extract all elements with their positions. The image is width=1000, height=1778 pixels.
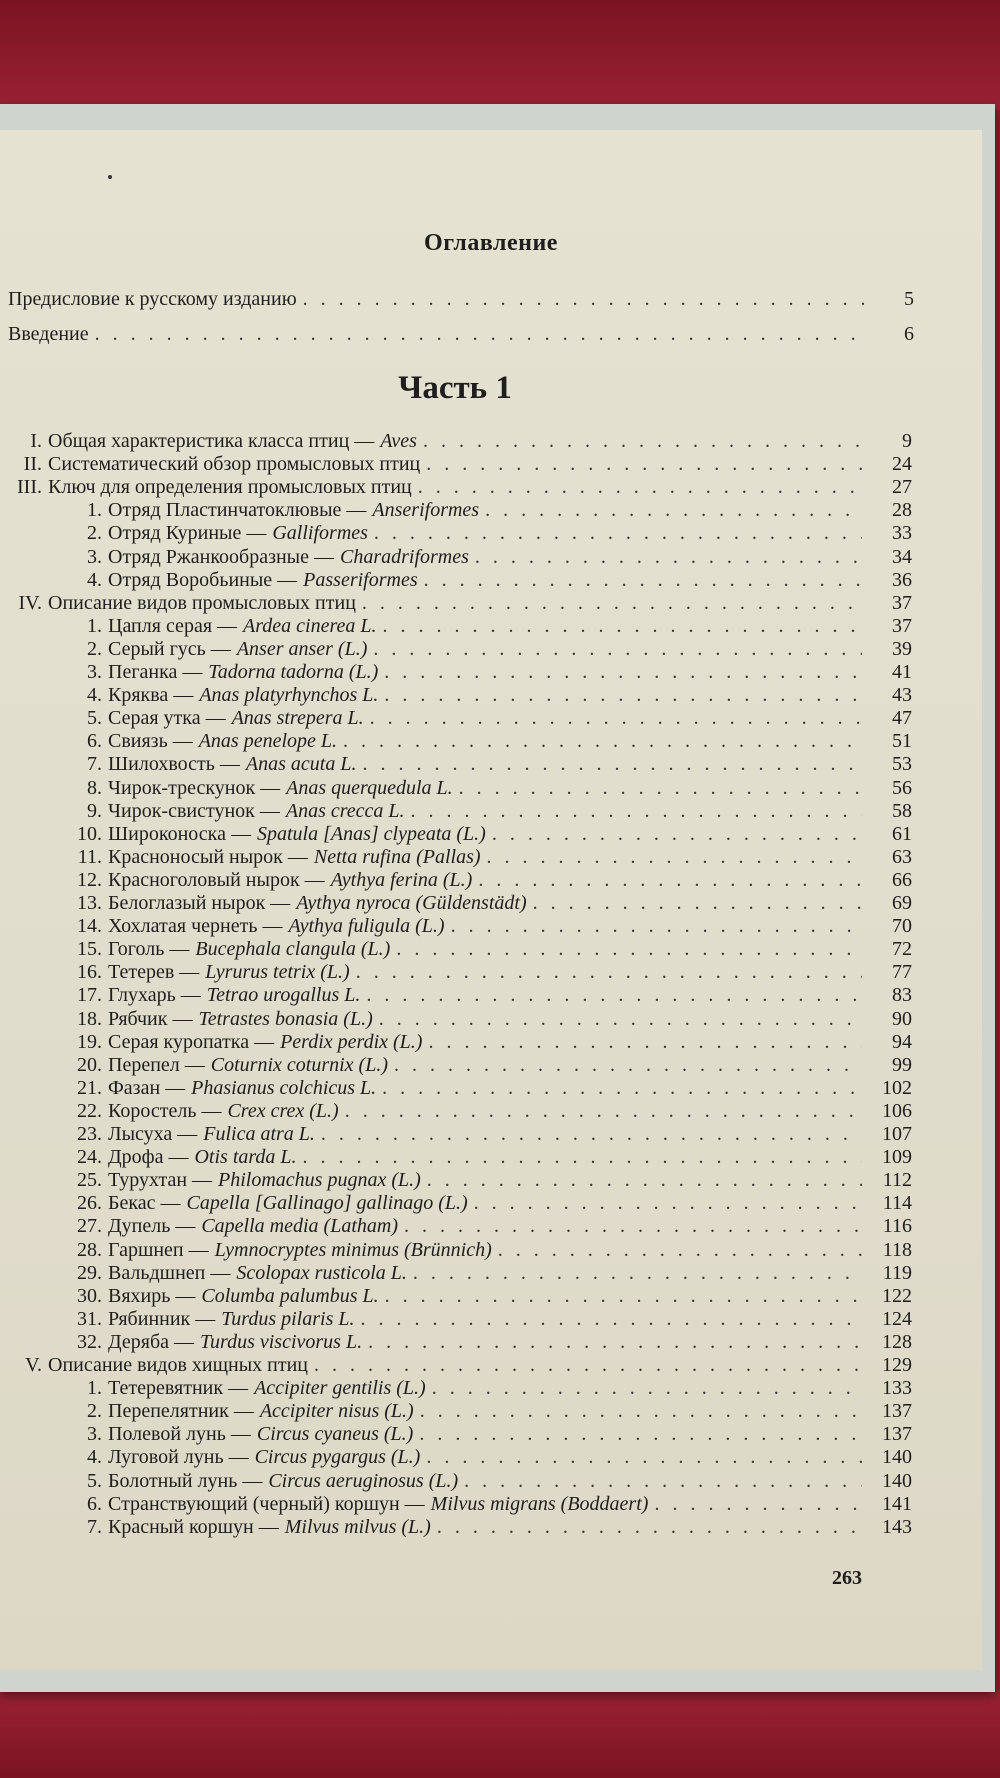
entry-title: Хохлатая чернеть — (108, 915, 283, 938)
entry-number: 7. (87, 1515, 102, 1538)
entry-number: 22. (77, 1099, 102, 1122)
toc-entry (8, 323, 914, 346)
toc-entry (62, 915, 912, 938)
entry-number: 3. (87, 661, 102, 683)
entry-title: Серый гусь — (108, 637, 231, 660)
dot-leader (379, 1008, 862, 1031)
entry-page: 37 (892, 591, 912, 614)
background-cloth-top (0, 0, 1000, 110)
dot-leader (362, 592, 862, 615)
entry-number: 3. (87, 545, 102, 568)
entry-title: Турухтан — (108, 1169, 213, 1192)
entry-title: Вальдшнеп — (108, 1261, 231, 1284)
dot-leader (487, 846, 862, 869)
entry-page: 102 (882, 1076, 912, 1099)
entry-number: 4. (87, 1446, 102, 1469)
entry-page: 69 (892, 892, 912, 914)
toc-entry (62, 892, 912, 915)
toc-entry (8, 430, 912, 453)
entry-page: 77 (892, 961, 912, 984)
entry-number: 27. (77, 1215, 102, 1238)
toc-entry (62, 1215, 912, 1238)
entry-title: Отряд Воробьиные — (108, 568, 298, 591)
dot-leader (384, 661, 862, 684)
entry-latin-name: Capella [Gallinago] gallinago (L.) (186, 1192, 468, 1215)
entry-title: Дупель — (108, 1215, 196, 1238)
entry-title: Красный коршун — (108, 1515, 279, 1538)
book-page (0, 130, 982, 1670)
entry-page: 5 (904, 288, 914, 310)
toc-entry (62, 546, 912, 569)
entry-title: Пеганка — (108, 661, 203, 683)
toc-entry (62, 661, 912, 684)
entry-title: Гаршнеп — (108, 1238, 209, 1261)
entry-page: 140 (882, 1469, 912, 1492)
entry-latin-name: Phasianus colchicus L. (191, 1076, 377, 1099)
dot-leader (374, 522, 862, 545)
entry-title: Шилохвость — (108, 753, 240, 776)
entry-page: 122 (882, 1284, 912, 1307)
entry-latin-name: Aythya ferina (L.) (330, 868, 473, 891)
entry-number: 17. (77, 984, 102, 1007)
entry-latin-name: Perdix perdix (L.) (280, 1030, 423, 1053)
entry-number: 18. (77, 1007, 102, 1030)
toc-entry (62, 753, 912, 776)
dot-leader (303, 1146, 862, 1169)
entry-number: 24. (77, 1146, 102, 1169)
entry-page: 141 (882, 1492, 912, 1515)
entry-latin-name: Ardea cinerea L. (243, 614, 377, 637)
entry-latin-name: Columba palumbus L. (201, 1284, 379, 1307)
dot-leader (366, 984, 862, 1007)
entry-page: 47 (892, 707, 912, 730)
dot-leader (404, 1215, 862, 1238)
entry-number: II. (23, 453, 42, 476)
entry-title: Кряква — (108, 684, 194, 707)
entry-latin-name: Anas platyrhynchos L. (199, 684, 379, 707)
entry-page: 109 (882, 1146, 912, 1169)
entry-page: 9 (902, 430, 912, 452)
entry-number: 25. (77, 1169, 102, 1192)
entry-number: 1. (87, 499, 102, 522)
entry-page: 39 (892, 637, 912, 660)
toc-entry (62, 684, 912, 707)
entry-page: 133 (882, 1377, 912, 1400)
entry-number: I. (30, 430, 42, 452)
entry-number: 6. (87, 730, 102, 753)
dot-leader (368, 1331, 862, 1354)
entry-title: Бекас — (108, 1192, 181, 1215)
dot-leader (654, 1493, 862, 1516)
entry-number: 21. (77, 1076, 102, 1099)
toc-entry (62, 569, 912, 592)
entry-latin-name: Otis tarda L. (194, 1146, 297, 1169)
entry-latin-name: Galliformes (272, 522, 368, 545)
toc-entry (62, 1123, 912, 1146)
entry-number: 16. (77, 961, 102, 984)
part-title: Часть 1 (398, 370, 512, 406)
toc-entry (62, 1377, 912, 1400)
entry-number: 10. (77, 822, 102, 845)
entry-number: 1. (87, 1377, 102, 1400)
entry-latin-name: Anseriformes (372, 499, 480, 522)
entry-number: 13. (77, 892, 102, 914)
entry-page: 37 (892, 614, 912, 637)
entry-page: 34 (892, 545, 912, 568)
entry-number: 26. (77, 1192, 102, 1215)
toc-entry (62, 1516, 912, 1539)
dot-leader (343, 730, 862, 753)
entry-title: Перепелятник — (108, 1400, 254, 1423)
entry-number: 19. (77, 1030, 102, 1053)
entry-page: 137 (882, 1400, 912, 1423)
entry-latin-name: Circus pygargus (L.) (254, 1446, 421, 1469)
entry-page: 66 (892, 868, 912, 891)
entry-latin-name: Tetrastes bonasia (L.) (198, 1007, 373, 1030)
dot-leader (451, 915, 862, 938)
entry-page: 118 (882, 1238, 912, 1261)
toc-entry (62, 615, 912, 638)
entry-title: Гоголь — (108, 938, 190, 961)
toc-entry (62, 1031, 912, 1054)
dot-leader (426, 1446, 862, 1469)
entry-page: 61 (892, 822, 912, 845)
entry-latin-name: Circus cyaneus (L.) (256, 1423, 414, 1446)
toc-entry (62, 1285, 912, 1308)
dot-leader (321, 1123, 862, 1146)
toc-entry (62, 638, 912, 661)
dot-leader (345, 1100, 862, 1123)
dot-leader (426, 453, 862, 476)
entry-page: 112 (882, 1169, 912, 1192)
entry-title: Широконоска — (108, 822, 251, 845)
entry-latin-name: Capella media (Latham) (201, 1215, 398, 1238)
entry-page: 36 (892, 568, 912, 591)
entry-title: Свиязь — (108, 730, 193, 753)
dot-leader (419, 1423, 862, 1446)
entry-number: 12. (77, 868, 102, 891)
entry-title: Глухарь — (108, 984, 201, 1007)
entry-title: Общая характеристика класса птиц — (48, 430, 375, 452)
entry-page: 119 (882, 1261, 912, 1284)
dot-leader (428, 1031, 862, 1054)
toc-entry (62, 522, 912, 545)
entry-page: 70 (892, 915, 912, 938)
entry-page: 107 (882, 1123, 912, 1145)
dot-leader (383, 615, 862, 638)
entry-title: Деряба — (108, 1330, 195, 1353)
entry-page: 56 (892, 776, 912, 799)
entry-title: Отряд Ржанкообразные — (108, 545, 334, 568)
entry-number: 15. (77, 938, 102, 961)
entry-page: 129 (882, 1354, 912, 1376)
dot-leader (427, 1169, 862, 1192)
entry-number: 4. (87, 684, 102, 707)
entry-latin-name: Lyrurus tetrix (L.) (205, 961, 350, 984)
dot-leader (418, 476, 862, 499)
entry-title: Отряд Куриные — (108, 522, 267, 545)
entry-page: 99 (892, 1053, 912, 1076)
entry-number: IV. (18, 591, 42, 614)
entry-page: 137 (882, 1423, 912, 1446)
dot-leader (437, 1516, 862, 1539)
entry-latin-name: Netta rufina (Pallas) (313, 845, 481, 868)
entry-title: Рябчик — (108, 1007, 193, 1030)
entry-page: 28 (892, 499, 912, 522)
toc-entry (62, 1008, 912, 1031)
toc-entry (62, 1146, 912, 1169)
entry-title: Отряд Пластинчатоклювые — (108, 499, 367, 522)
entry-number: 2. (87, 522, 102, 545)
entry-page: 106 (882, 1099, 912, 1122)
dot-leader (478, 869, 862, 892)
entry-title: Тетерев — (108, 961, 200, 984)
dot-leader (396, 938, 862, 961)
toc-entry (62, 1054, 912, 1077)
entry-number: 20. (77, 1053, 102, 1076)
entry-latin-name: Fulica atra L. (203, 1123, 315, 1145)
entry-title: Фазан — (108, 1076, 186, 1099)
entry-latin-name: Anas querquedula L. (286, 776, 453, 799)
toc-entry (62, 846, 912, 869)
entry-number: 6. (87, 1492, 102, 1515)
toc-entry (62, 1100, 912, 1123)
dot-leader (360, 1308, 862, 1331)
entry-title: Систематический обзор промысловых птиц (48, 453, 421, 476)
entry-title: Коростель — (108, 1099, 222, 1122)
entry-latin-name: Tetrao urogallus L. (206, 984, 361, 1007)
entry-page: 27 (892, 476, 912, 499)
entry-page: 128 (882, 1330, 912, 1353)
entry-title: Чирок-трескунок — (108, 776, 281, 799)
dot-leader (464, 1470, 862, 1493)
toc-entry (62, 1262, 912, 1285)
entry-title: Тетеревятник — (108, 1377, 249, 1400)
entry-latin-name: Turdus pilaris L. (221, 1307, 355, 1330)
entry-number: 4. (87, 568, 102, 591)
entry-number: V. (25, 1354, 42, 1376)
toc-entry (62, 1308, 912, 1331)
dot-leader (459, 777, 862, 800)
entry-latin-name: Aythya fuligula (L.) (288, 915, 445, 938)
entry-title: Луговой лунь — (108, 1446, 249, 1469)
toc-entry (62, 1423, 912, 1446)
entry-latin-name: Aves (380, 430, 417, 452)
entry-latin-name: Anas acuta L. (245, 753, 357, 776)
toc-entry (62, 938, 912, 961)
entry-latin-name: Charadriformes (340, 545, 469, 568)
toc-entry (62, 984, 912, 1007)
entry-page: 24 (892, 453, 912, 476)
toc-entry (62, 869, 912, 892)
toc-entry (8, 476, 912, 499)
entry-number: 2. (87, 1400, 102, 1423)
entry-page: 83 (892, 984, 912, 1007)
entry-title: Предисловие к русскому изданию (8, 288, 297, 310)
dot-leader (370, 707, 862, 730)
toc-entry (8, 288, 914, 311)
toc-entry (62, 1192, 912, 1215)
dot-leader (420, 1400, 862, 1423)
dot-leader (475, 546, 862, 569)
dot-leader (485, 499, 862, 522)
entry-page: 116 (882, 1215, 912, 1238)
dot-leader (498, 1239, 862, 1262)
entry-latin-name: Accipiter gentilis (L.) (254, 1377, 426, 1400)
dot-leader (384, 684, 862, 707)
entry-title: Полевой лунь — (108, 1423, 251, 1446)
entry-title: Белоглазый нырок — (108, 892, 291, 914)
entry-number: 1. (87, 614, 102, 637)
entry-title: Описание видов промысловых птиц (48, 591, 356, 614)
entry-number: 31. (77, 1307, 102, 1330)
page-speck (108, 175, 112, 179)
entry-title: Перепел — (108, 1053, 205, 1076)
toc-entry (62, 1400, 912, 1423)
toc-entry (62, 1446, 912, 1469)
entry-title: Красноголовый нырок — (108, 868, 325, 891)
page-title: Оглавление (424, 230, 558, 256)
dot-leader (373, 638, 862, 661)
entry-latin-name: Tadorna tadorna (L.) (208, 661, 379, 683)
entry-latin-name: Anas strepera L. (231, 707, 364, 730)
entry-latin-name: Turdus viscivorus L. (200, 1330, 363, 1353)
entry-page: 33 (892, 522, 912, 545)
entry-number: 3. (87, 1423, 102, 1446)
entry-number: 2. (87, 637, 102, 660)
entry-latin-name: Anas penelope L. (198, 730, 338, 753)
dot-leader (411, 800, 862, 823)
entry-page: 114 (882, 1192, 912, 1215)
entry-page: 53 (892, 753, 912, 776)
dot-leader (314, 1354, 862, 1377)
entry-page: 90 (892, 1007, 912, 1030)
entry-latin-name: Crex crex (L.) (227, 1099, 339, 1122)
entry-title: Серая куропатка — (108, 1030, 275, 1053)
entry-title: Ключ для определения промысловых птиц (48, 476, 412, 499)
toc-entry (62, 730, 912, 753)
entry-latin-name: Lymnocryptes minimus (Brünnich) (214, 1238, 492, 1261)
entry-title: Цапля серая — (108, 614, 238, 637)
entry-number: 23. (77, 1123, 102, 1145)
entry-page: 63 (892, 845, 912, 868)
entry-page: 72 (892, 938, 912, 961)
background-cloth-bottom (0, 1690, 1000, 1778)
entry-latin-name: Spatula [Anas] clypeata (L.) (256, 822, 486, 845)
entry-title: Странствующий (черный) коршун — (108, 1492, 425, 1515)
entry-title: Дрофа — (108, 1146, 189, 1169)
toc-entry (62, 823, 912, 846)
toc-entry (62, 1470, 912, 1493)
entry-title: Красноносый нырок — (108, 845, 308, 868)
toc-entry (62, 961, 912, 984)
entry-number: III. (17, 476, 42, 499)
entry-latin-name: Aythya nyroca (Güldenstädt) (296, 892, 527, 914)
toc-entry (62, 1239, 912, 1262)
toc-entry (62, 777, 912, 800)
dot-leader (423, 430, 862, 453)
entry-number: 9. (87, 799, 102, 822)
entry-page: 51 (892, 730, 912, 753)
dot-leader (432, 1377, 862, 1400)
dot-leader (303, 288, 864, 311)
toc-entry (62, 1169, 912, 1192)
entry-title: Рябинник — (108, 1307, 216, 1330)
toc-entry (62, 707, 912, 730)
entry-latin-name: Philomachus pugnax (L.) (218, 1169, 421, 1192)
entry-number: 5. (87, 1469, 102, 1492)
dot-leader (474, 1192, 862, 1215)
entry-page: 58 (892, 799, 912, 822)
toc-entry (62, 1331, 912, 1354)
entry-page: 94 (892, 1030, 912, 1053)
entry-latin-name: Milvus migrans (Boddaert) (430, 1492, 649, 1515)
entry-number: 14. (77, 915, 102, 938)
toc-entry (8, 1354, 912, 1377)
entry-page: 140 (882, 1446, 912, 1469)
dot-leader (382, 1077, 862, 1100)
toc-entry (62, 1493, 912, 1516)
page-number: 263 (832, 1567, 862, 1589)
dot-leader (95, 323, 864, 346)
entry-page: 124 (882, 1307, 912, 1330)
dot-leader (492, 823, 862, 846)
entry-page: 6 (904, 323, 914, 345)
entry-title: Чирок-свистунок — (108, 799, 280, 822)
dot-leader (385, 1285, 862, 1308)
dot-leader (533, 892, 862, 915)
entry-title: Серая утка — (108, 707, 226, 730)
entry-number: 30. (77, 1284, 102, 1307)
toc-entry (8, 453, 912, 476)
entry-number: 8. (87, 776, 102, 799)
entry-latin-name: Milvus milvus (L.) (284, 1515, 431, 1538)
entry-latin-name: Coturnix coturnix (L.) (210, 1053, 388, 1076)
entry-title: Описание видов хищных птиц (48, 1354, 308, 1376)
entry-page: 41 (892, 661, 912, 683)
dot-leader (362, 753, 862, 776)
toc-entry (62, 1077, 912, 1100)
entry-latin-name: Bucephala clangula (L.) (195, 938, 391, 961)
dot-leader (394, 1054, 862, 1077)
entry-latin-name: Passeriformes (303, 568, 418, 591)
entry-latin-name: Anas crecca L. (285, 799, 405, 822)
toc-entry (62, 800, 912, 823)
dot-leader (424, 569, 862, 592)
entry-latin-name: Scolopax rusticola L. (236, 1261, 407, 1284)
entry-number: 29. (77, 1261, 102, 1284)
entry-title: Введение (8, 323, 89, 345)
entry-number: 28. (77, 1238, 102, 1261)
entry-number: 7. (87, 753, 102, 776)
entry-latin-name: Circus aeruginosus (L.) (268, 1469, 459, 1492)
entry-page: 43 (892, 684, 912, 707)
entry-number: 32. (77, 1330, 102, 1353)
dot-leader (413, 1262, 862, 1285)
entry-title: Болотный лунь — (108, 1469, 263, 1492)
dot-leader (356, 961, 862, 984)
toc-entry (62, 499, 912, 522)
toc-entry (8, 592, 912, 615)
entry-title: Вяхирь — (108, 1284, 196, 1307)
entry-number: 5. (87, 707, 102, 730)
entry-latin-name: Accipiter nisus (L.) (259, 1400, 414, 1423)
entry-latin-name: Anser anser (L.) (236, 637, 368, 660)
entry-number: 11. (77, 845, 102, 868)
entry-title: Лысуха — (108, 1123, 198, 1145)
entry-page: 143 (882, 1515, 912, 1538)
